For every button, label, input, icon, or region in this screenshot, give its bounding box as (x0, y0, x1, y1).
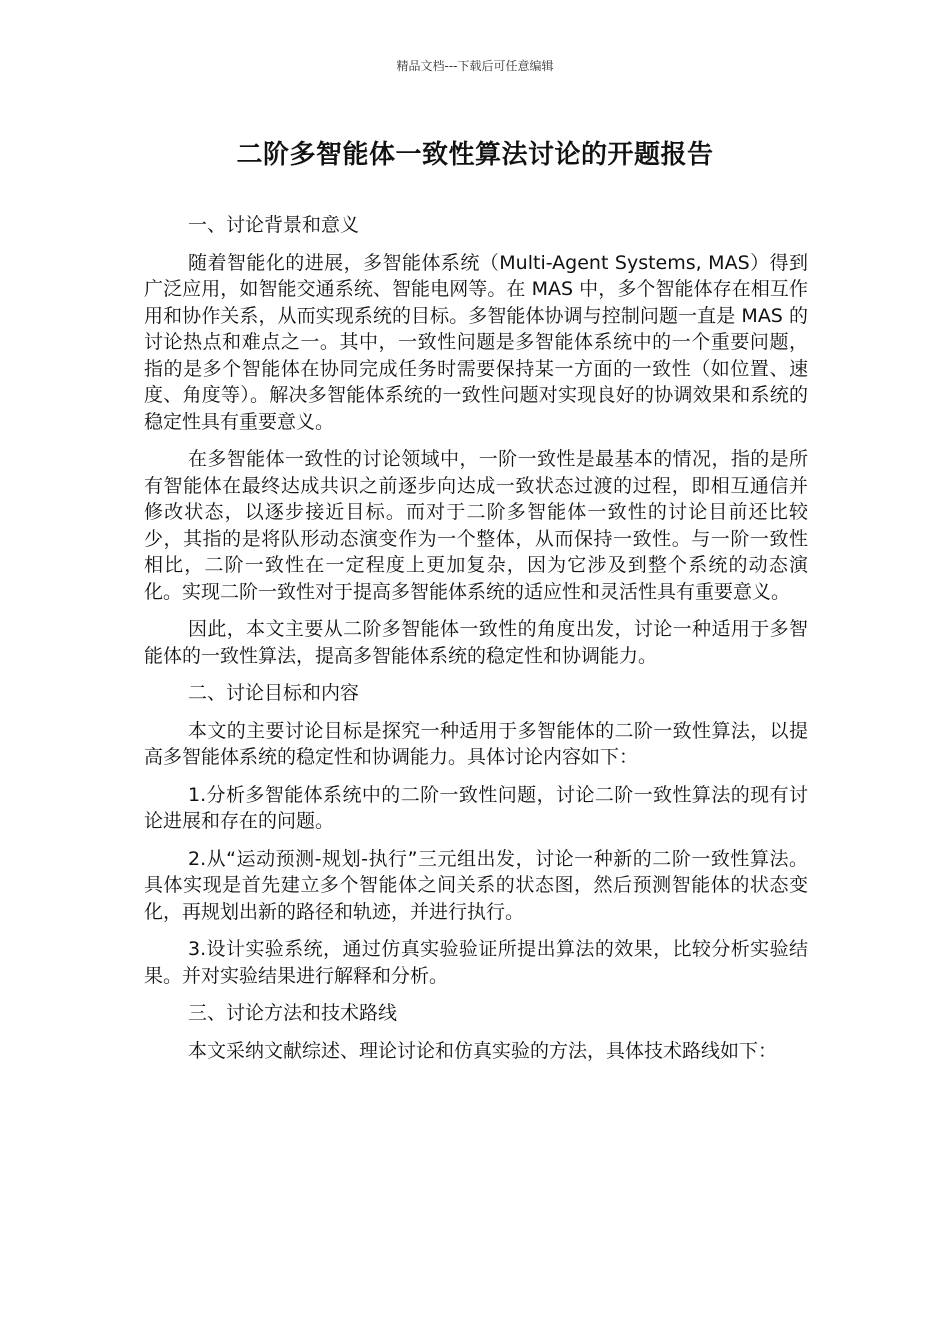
list-item-goal-2: 2.从“运动预测-规划-执行”三元组出发，讨论一种新的二阶一致性算法。具体实现是首先建立多个智能体之间关系的状态图，然后预测智能体的状态变化，再规划出新的路径和轨迹，并进行执行。 (144, 847, 808, 923)
paragraph-methods: 本文采纳文献综述、理论讨论和仿真实验的方法，具体技术路线如下： (188, 1039, 778, 1062)
paragraph-background-3: 因此，本文主要从二阶多智能体一致性的角度出发，讨论一种适用于多智能体的一致性算法，提高多智能体系统的稳定性和协调能力。 (144, 618, 808, 667)
paragraph-goals-intro: 本文的主要讨论目标是探究一种适用于多智能体的二阶一致性算法，以提高多智能体系统的稳定性和协调能力。具体讨论内容如下： (144, 719, 808, 768)
section-heading-goals: 二、讨论目标和内容 (188, 682, 360, 704)
section-heading-background: 一、讨论背景和意义 (188, 214, 360, 236)
section-heading-methods: 三、讨论方法和技术路线 (188, 1002, 398, 1024)
list-item-goal-1: 1.分析多智能体系统中的二阶一致性问题，讨论二阶一致性算法的现有讨论进展和存在的问题。 (144, 783, 808, 832)
document-body (144, 212, 808, 1075)
paragraph-background-1: 随着智能化的进展，多智能体系统（Multi-Agent Systems, MAS）得到广泛应用，如智能交通系统、智能电网等。在 MAS 中，多个智能体存在相互作用和协作关系，从而实现系统的目标。多智能体协调与控制问题一直是 MAS 的讨论热点和难点之一。其中，一致性问题是多智能体系统中的一个重要问题，指的是多个智能体在协同完成任务时需要保持某一方面的一致性（如位置、速度、角度等）。解决多智能体系统的一致性问题对实现良好的协调效果和系统的稳定性具有重要意义。 (144, 251, 808, 433)
header-note: 精品文档---下载后可任意编辑 (396, 59, 554, 73)
paragraph-background-2: 在多智能体一致性的讨论领域中，一阶一致性是最基本的情况，指的是所有智能体在最终达成共识之前逐步向达成一致状态过渡的过程，即相互通信并修改状态，以逐步接近目标。而对于二阶多智能体一致性的讨论目前还比较少，其指的是将队形动态演变作为一个整体，从而保持一致性。与一阶一致性相比，二阶一致性在一定程度上更加复杂，因为它涉及到整个系统的动态演化。实现二阶一致性对于提高多智能体系统的适应性和灵活性具有重要意义。 (144, 448, 808, 603)
list-item-goal-3: 3.设计实验系统，通过仿真实验验证所提出算法的效果，比较分析实验结果。并对实验结果进行解释和分析。 (144, 938, 808, 987)
document-title: 二阶多智能体一致性算法讨论的开题报告 (236, 140, 714, 170)
